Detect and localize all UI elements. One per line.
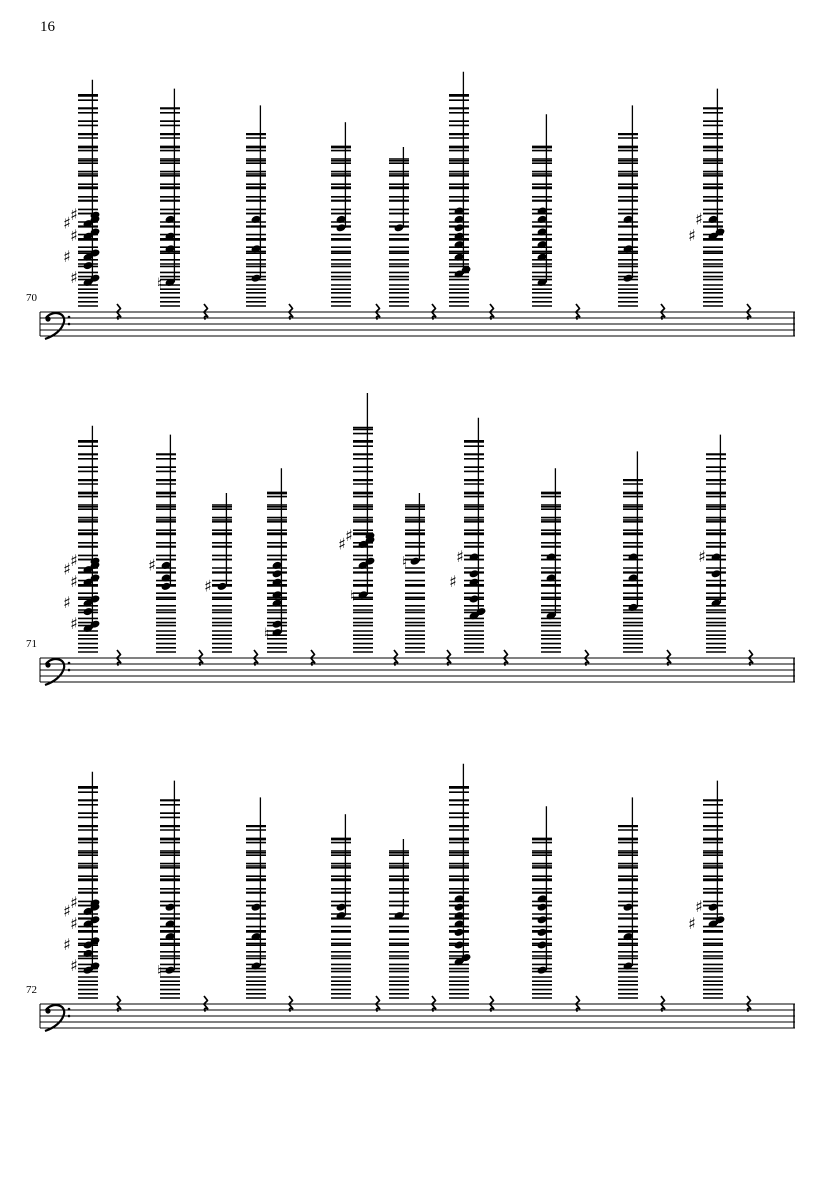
sharp-icon: ♯ xyxy=(70,205,78,225)
chord xyxy=(532,114,552,306)
chord xyxy=(688,89,725,306)
sharp-icon: ♯ xyxy=(70,614,78,634)
measure-number: 71 xyxy=(26,638,37,650)
chord xyxy=(532,806,552,998)
sharp-icon: ♯ xyxy=(70,551,78,571)
sharp-icon: ♯ xyxy=(63,593,71,613)
sharp-icon: ♯ xyxy=(70,893,78,912)
chord xyxy=(541,468,561,652)
chord xyxy=(688,781,725,998)
sharp-icon: ♯ xyxy=(63,247,71,267)
sharp-icon: ♯ xyxy=(449,572,457,592)
chord xyxy=(331,814,351,998)
chord xyxy=(246,105,266,306)
chord xyxy=(618,105,638,306)
sharp-icon: ♯ xyxy=(338,534,346,554)
chord xyxy=(402,493,425,652)
sharp-icon: ♯ xyxy=(70,226,78,246)
chord xyxy=(204,493,232,652)
bass-clef-icon xyxy=(45,1005,70,1031)
chord xyxy=(264,468,287,652)
chord xyxy=(63,426,100,652)
chord xyxy=(618,797,638,998)
natural-icon: ♮ xyxy=(350,586,356,605)
sharp-icon: ♯ xyxy=(70,268,78,288)
sharp-icon: ♯ xyxy=(456,547,464,566)
measure-number: 70 xyxy=(26,292,37,304)
chord xyxy=(449,764,471,998)
sharp-icon: ♯ xyxy=(688,226,696,246)
sharp-icon: ♯ xyxy=(63,901,71,921)
chord xyxy=(449,72,471,306)
sharp-icon: ♯ xyxy=(688,914,696,933)
chord xyxy=(148,435,176,652)
chord xyxy=(63,80,100,306)
natural-icon: ♮ xyxy=(264,624,270,643)
natural-icon: ♮ xyxy=(157,274,163,293)
chord xyxy=(157,89,180,306)
sharp-icon: ♯ xyxy=(70,572,78,592)
sharp-icon: ♯ xyxy=(695,209,703,229)
natural-icon: ♮ xyxy=(157,962,163,981)
sharp-icon: ♯ xyxy=(698,547,706,566)
chord xyxy=(246,797,266,998)
chord xyxy=(389,147,409,306)
sharp-icon: ♯ xyxy=(695,897,703,917)
staff-system xyxy=(26,764,795,1031)
chord xyxy=(623,451,643,652)
sharp-icon: ♯ xyxy=(70,914,78,933)
bass-clef-icon xyxy=(45,659,70,685)
sharp-icon: ♯ xyxy=(204,576,212,596)
measure-number: 72 xyxy=(26,984,37,996)
sharp-icon: ♯ xyxy=(63,935,71,954)
sharp-icon: ♯ xyxy=(345,526,353,545)
sharp-icon: ♯ xyxy=(70,956,78,975)
natural-icon: ♮ xyxy=(402,553,408,572)
chord xyxy=(389,839,409,998)
sharp-icon: ♯ xyxy=(63,559,71,579)
bass-clef-icon xyxy=(45,313,70,339)
chord xyxy=(449,418,486,652)
page-number: 16 xyxy=(40,19,55,35)
sharp-icon: ♯ xyxy=(63,213,71,233)
chord xyxy=(63,772,100,998)
sharp-icon: ♯ xyxy=(148,555,156,575)
chord xyxy=(698,435,726,652)
chord xyxy=(157,781,180,998)
chord xyxy=(331,122,351,306)
chord xyxy=(338,393,375,652)
staff-system xyxy=(26,72,795,339)
staff-system xyxy=(26,393,795,685)
